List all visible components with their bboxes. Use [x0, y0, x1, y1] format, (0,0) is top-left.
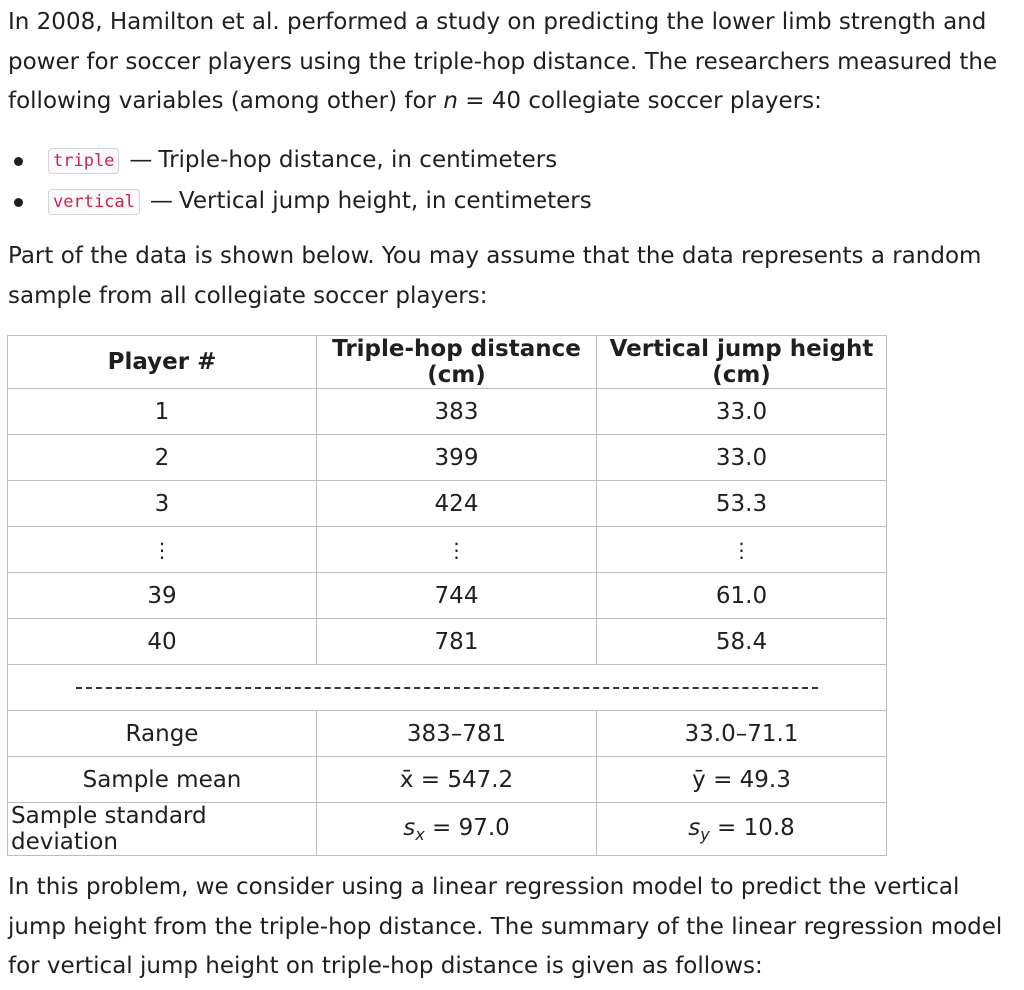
summary-row-sd: [8, 803, 887, 856]
table-row-ellipsis: ⋮ ⋮ ⋮: [8, 527, 887, 573]
n-variable: n: [443, 88, 458, 114]
table-row: 40 781 58.4: [8, 619, 887, 665]
table-row: 2 399 33.0: [8, 435, 887, 481]
summary-row-range: Range 383–781 33.0–71.1: [8, 711, 887, 757]
header-player: Player #: [8, 336, 317, 389]
mean-label: Sample mean: [8, 757, 317, 803]
bullet-icon: [14, 157, 23, 166]
code-triple: triple: [48, 148, 119, 174]
bullet-icon: [14, 198, 23, 207]
data-intro-paragraph: Part of the data is shown below. You may assume that the data represents a random sample from all collegiate soccer players:: [8, 243, 982, 309]
list-item: vertical — Vertical jump height, in centimeters: [0, 182, 592, 223]
sd-y: $s_y = 10.8$: [597, 803, 887, 856]
code-vertical: vertical: [48, 189, 140, 215]
summary-row-mean: Sample mean x̄ = 547.2 ȳ = 49.3: [8, 757, 887, 803]
header-vertical: Vertical jump height (cm): [597, 336, 887, 389]
table-row: 3 424 53.3: [8, 481, 887, 527]
range-label: Range: [8, 711, 317, 757]
closing-paragraph: In this problem, we consider using a linear regression model to predict the vertical jump height from the triple-hop distance. The summary of the linear regression model for vertical jump height on triple-hop distance is given as follows:: [8, 874, 1003, 979]
data-table: [7, 335, 887, 856]
sd-label: Sample standard deviation: [8, 803, 317, 856]
variable-description: Triple-hop distance, in centimeters: [158, 147, 558, 173]
variable-list: [0, 141, 592, 222]
table-header-row: [8, 336, 887, 389]
separator-row: [8, 665, 887, 711]
dashed-separator: [76, 687, 818, 689]
table-row: 1 383 33.0: [8, 389, 887, 435]
variable-description: Vertical jump height, in centimeters: [178, 187, 592, 214]
header-triple: Triple-hop distance (cm): [317, 336, 597, 389]
sd-x: $s_x = 97.0$: [317, 803, 597, 856]
intro-paragraph: In 2008, Hamilton et al. performed a study on predicting the lower limb strength and power for soccer players using the triple-hop distance. The researchers measured the following variables (among other) for n = 40 collegiate soccer players:: [8, 9, 998, 114]
table-row: 39 744 61.0: [8, 573, 887, 619]
list-item: triple — Triple-hop distance, in centimeters: [0, 141, 592, 182]
